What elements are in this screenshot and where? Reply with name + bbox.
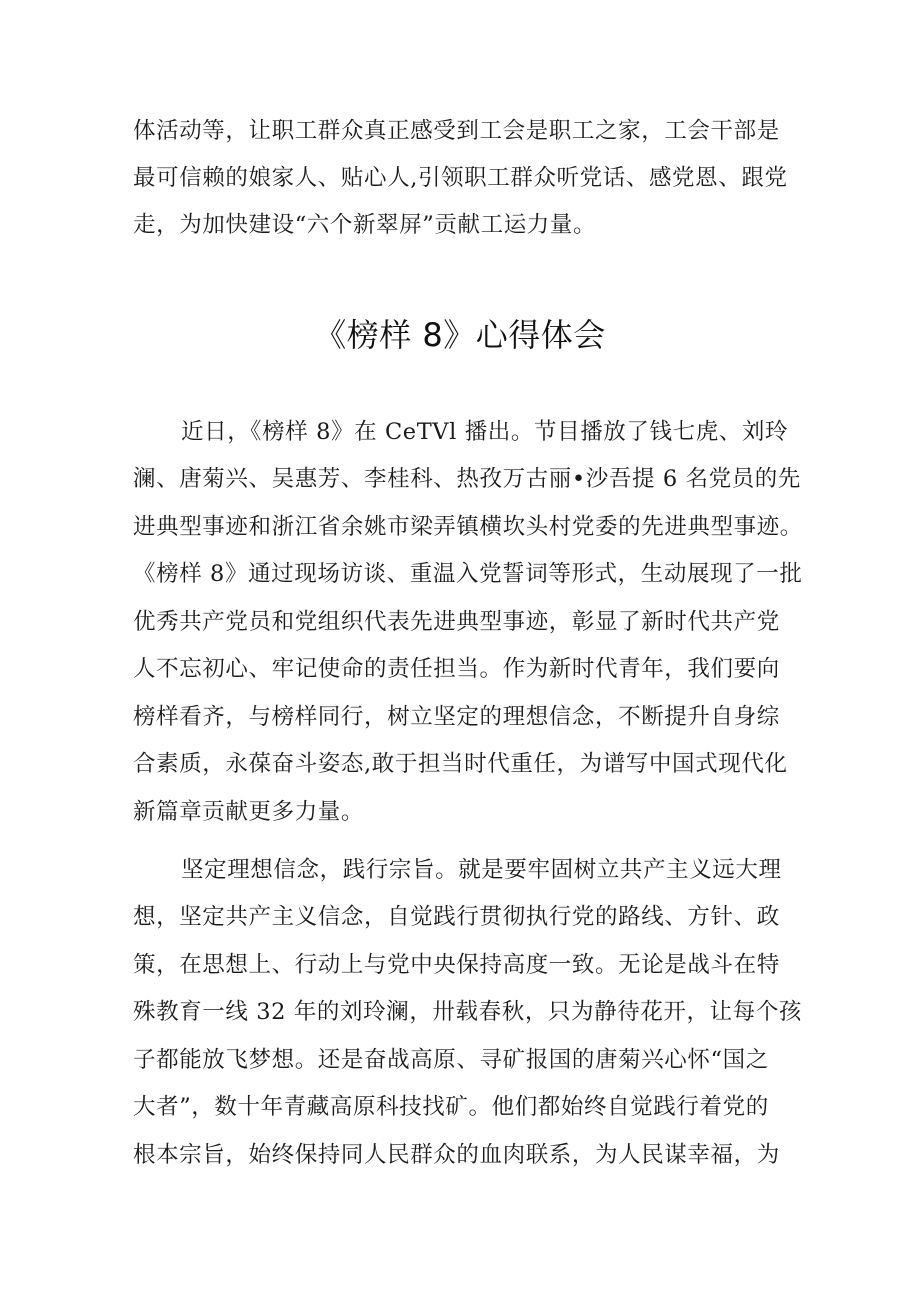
paragraph-line: 澜、唐菊兴、吴惠芳、李桂科、热孜万古丽•沙吾提 6 名党员的先 [133, 466, 801, 492]
intro-line: 体活动等，让职工群众真正感受到工会是职工之家，工会干部是 [133, 118, 780, 144]
paragraph-line: 大者”，数十年青藏高原科技找矿。他们都始终自觉践行着党的 [133, 1094, 769, 1120]
paragraph-line: 坚定理想信念，践行宗旨。就是要牢固树立共产主义远大理 [181, 857, 782, 883]
paragraph-line: 子都能放飞梦想。还是奋战高原、寻矿报国的唐菊兴心怀“国之 [133, 1047, 769, 1073]
paragraph-line: 榜样看齐，与榜样同行，树立坚定的理想信念，不断提升自身综 [133, 704, 780, 730]
paragraph-line: 新篇章贡献更多力量。 [133, 799, 365, 825]
document-title: 《榜样 8》心得体会 [314, 316, 606, 354]
intro-line: 最可信赖的娘家人、贴心人,引领职工群众听党话、感党恩、跟党 [133, 165, 788, 191]
paragraph-line: 根本宗旨，始终保持同人民群众的血肉联系，为人民谋幸福，为 [133, 1142, 780, 1168]
paragraph-line: 殊教育一线 32 年的刘玲澜，卅载春秋，只为静待花开，让每个孩 [133, 999, 803, 1025]
paragraph-line: 策，在思想上、行动上与党中央保持高度一致。无论是战斗在特 [133, 952, 780, 978]
paragraph-line: 合素质，永葆奋斗姿态,敢于担当时代重任，为谱写中国式现代化 [133, 751, 788, 777]
paragraph-line: 想，坚定共产主义信念，自觉践行贯彻执行党的路线、方针、政 [133, 904, 780, 930]
paragraph-line: 优秀共产党员和党组织代表先进典型事迹，彰显了新时代共产党 [133, 609, 780, 635]
paragraph-line: 近日，《榜样 8》在 CeTVl 播出。节目播放了钱七虎、刘玲 [181, 419, 789, 445]
paragraph-line: 人不忘初心、牢记使命的责任担当。作为新时代青年，我们要向 [133, 656, 780, 682]
paragraph-line: 《榜样 8》通过现场访谈、重温入党誓词等形式，生动展现了一批 [133, 561, 803, 587]
paragraph-line: 进典型事迹和浙江省余姚市梁弄镇横坎头村党委的先进典型事迹。 [133, 514, 803, 540]
intro-line: 走，为加快建设“六个新翠屏”贡献工运力量。 [133, 212, 597, 238]
